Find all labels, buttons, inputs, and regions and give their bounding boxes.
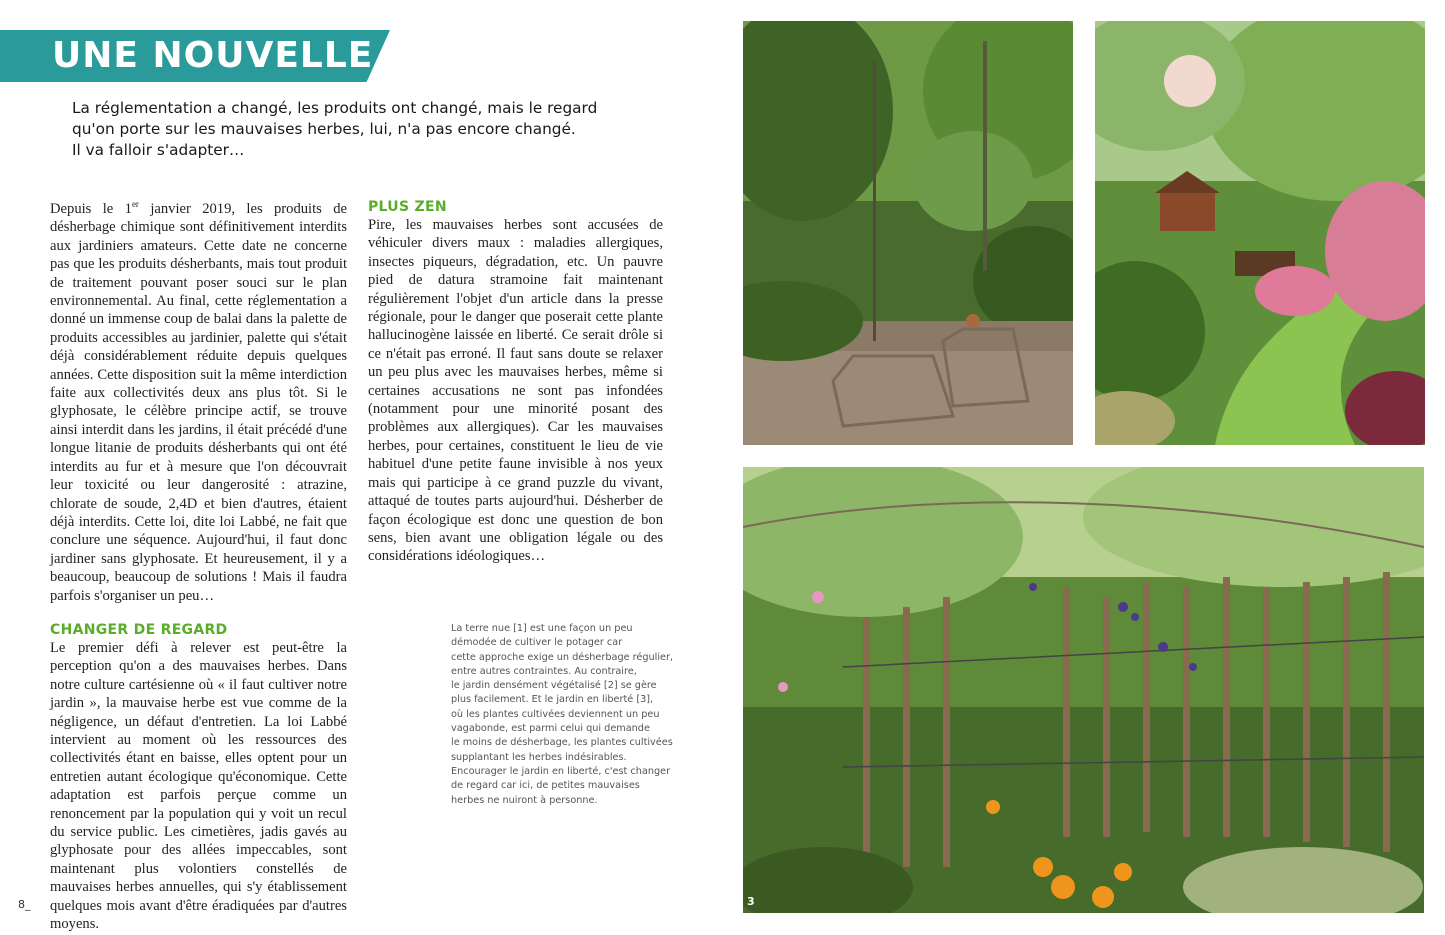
- caption-line: le jardin densément végétalisé [2] se gère: [451, 680, 657, 692]
- intro-text: [72, 98, 598, 161]
- column-middle: [368, 198, 663, 566]
- text-run: janvier 2019, les produits de désherbage chimique sont définitivement interdits aux jardiniers amateurs. Cette date ne concerne pas que les produits désherbants, mais tout produit de traitement pouvant poser souci sur le plan environnemental. Au final, cette réglementation a donné un immense coup de balai dans la palette de produits accessibles au jardinier, palette qui s'était déjà considérablement réduite depuis quelques années. Cette disposition suit la même interdiction faite aux collectivités deux ans plus tôt. Si le glyphosate, le célèbre principe actif, se trouve ainsi interdit dans les jardins, il était précédé d'une longue litanie de produits désherbants qui ont été interdits au fur et à mesure que l'on découvrait leur toxicité ou leur dangerosité : atrazine, chlorate de soude, 2,4D et bien d'autres, étaient déjà interdits. Cette loi, dite loi Labbé, ne fait que conclure une séquence. Aujourd'hui, il faut donc jardiner sans glyphosate. Et heureusement, il y a beaucoup, beaucoup de solutions ! Mais il faudra parfois s'organiser un peu…: [50, 201, 347, 604]
- intro-line: Il va falloir s'adapter…: [72, 141, 245, 159]
- caption-line: cette approche exige un désherbage régulier,: [451, 651, 674, 663]
- intro-line: qu'on porte sur les mauvaises herbes, lui, n'a pas encore changé.: [72, 120, 576, 138]
- body-paragraph: Pire, les mauvaises herbes sont accusées de véhiculer divers maux : maladies allergiques, insectes piqueurs, dégradation, etc. Un pauvre pied de datura stramoine fait maintenant régulièrement l'objet d'un article dans la presse régionale, pour le danger que poserait cette plante hallucinogène laissée en liberté. Ce serait drôle si ce n'était pas erroné. Il faut sans doute se relaxer un peu plus avec les mauvaises herbes, même si certaines accusations ne sont pas infondées (notamment pour une minorité posant des problèmes aux allergiques). Car les mauvaises herbes, pour certaines, constituent le lieu de vie habituel d'une petite faune invisible à nos yeux mais qui participe à ce grand puzzle du vivant, attaqué de toutes parts aujourd'hui. Désherber de façon écologique est donc une question de bon sens, bien avant une obligation légale ou des considérations idéologiques…: [368, 217, 663, 565]
- intro-line: La réglementation a changé, les produits ont changé, mais le regard: [72, 99, 598, 117]
- garden-photo-free-garden: [743, 467, 1424, 913]
- caption-line: vagabonde, est parmi celui qui demande: [451, 723, 650, 735]
- caption-line: entre autres contraintes. Au contraire,: [451, 665, 637, 677]
- caption-line: le moins de désherbage, les plantes cultivées: [451, 737, 673, 749]
- caption-line: de regard car ici, de petites mauvaises: [451, 780, 640, 792]
- section-heading: CHANGER DE REGARD: [50, 621, 228, 638]
- garden-photo-dense-planting: [1095, 21, 1425, 445]
- caption-line: supplantant les herbes indésirables.: [451, 751, 627, 763]
- photo-number: 3: [747, 895, 755, 908]
- caption-line: plus facilement. Et le jardin en liberté [3],: [451, 694, 654, 706]
- body-paragraph: Le premier défi à relever est peut-être la perception qu'on a des mauvaises herbes. Dans notre culture cartésienne où « il faut cultiver notre jardin », la mauvaise herbe est vue comme de la négligence, un défaut d'entretien. La loi Labbé intervient au moment où les ressources des collectivités étant en baisse, elles optent pour un entretien autant écologique qu'économique. Cette adaptation est parfois perçue comme un renoncement par la population qui y voit un recul du service public. Les cimetières, jadis gavés au glyphosate pour des allées impeccables, sont maintenant plus volontiers constellés de mauvaises herbes annuelles, qui s'y établissement quelques mois avant d'être éradiquées par d'autres moyens.: [50, 639, 347, 933]
- page-number: 8_: [18, 898, 31, 911]
- caption-line: La terre nue [1] est une façon un peu: [451, 623, 633, 634]
- caption-line: Encourager le jardin en liberté, c'est changer: [451, 765, 671, 777]
- superscript: er: [131, 199, 139, 210]
- caption-line: où les plantes cultivées deviennent un peu: [451, 708, 660, 720]
- text-run: Depuis le 1: [50, 201, 132, 217]
- column-left: [50, 200, 347, 933]
- section-heading: PLUS ZEN: [368, 199, 447, 215]
- garden-photo-bare-soil: [743, 21, 1073, 445]
- body-paragraph: [50, 200, 347, 605]
- page-title: UNE NOUVELLE ÈRE: [52, 35, 467, 76]
- caption-line: démodée de cultiver le potager car: [451, 637, 623, 649]
- caption-line: herbes ne nuiront à personne.: [451, 794, 598, 806]
- photo-caption: [451, 622, 686, 808]
